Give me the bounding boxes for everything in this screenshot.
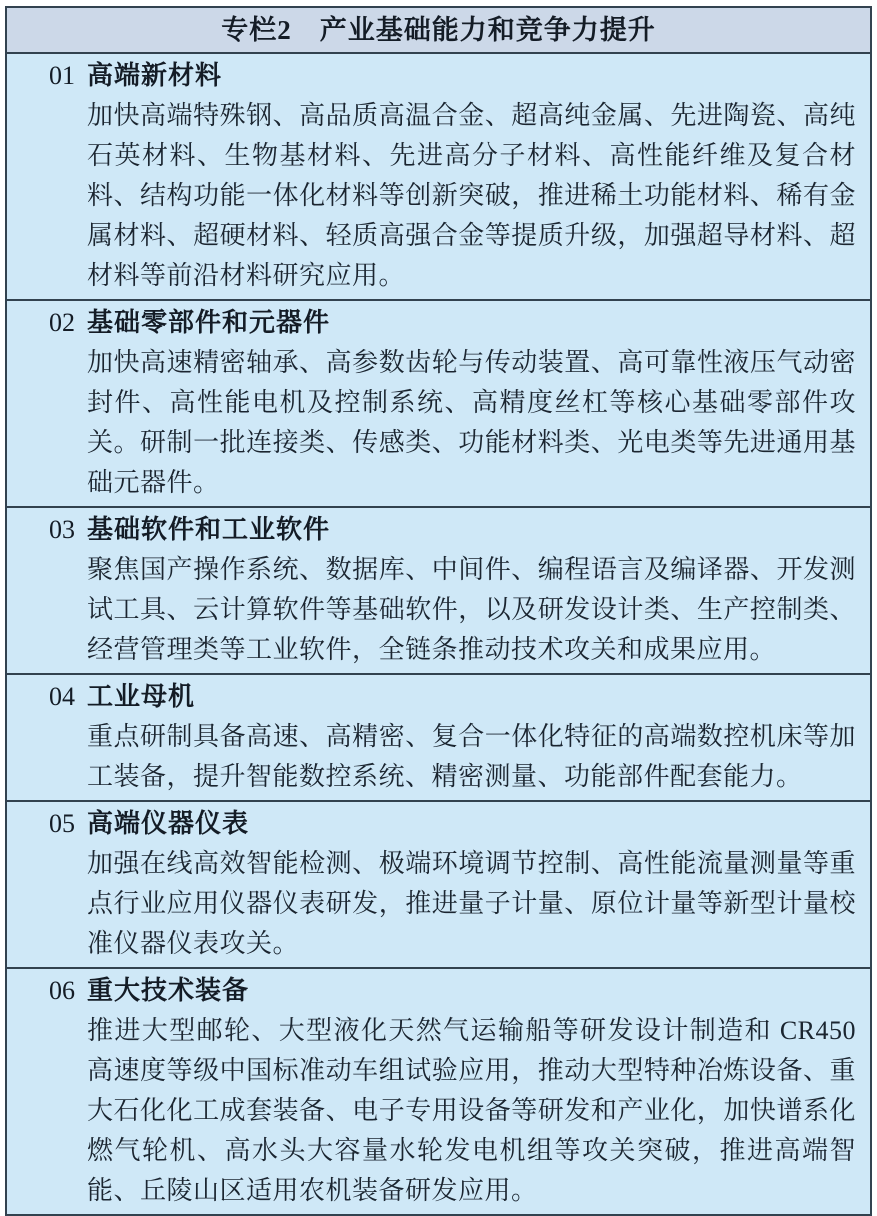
section-heading: 基础零部件和元器件 — [87, 308, 331, 337]
section-body: 推进大型邮轮、大型液化天然气运输船等研发设计制造和 CR450 高速度等级中国标准动车组试验应用，推动大型特种冶炼设备、重大石化化工成套装备、电子专用设备等研发和产业化，加快谱系化燃气轮机、高水头大容量水轮发电机组等攻关突破，推进高端智能、丘陵山区适用农机装备研发应用。 — [87, 1016, 856, 1205]
panel-title: 专栏2 产业基础能力和竞争力提升 — [7, 8, 870, 54]
section-content — [87, 510, 856, 670]
section-content — [87, 303, 856, 503]
section-content — [87, 677, 856, 797]
section-body: 重点研制具备高速、高精密、复合一体化特征的高端数控机床等加工装备，提升智能数控系统、精密测量、功能部件配套能力。 — [87, 722, 856, 791]
section-row — [7, 54, 870, 299]
section-row — [7, 673, 870, 800]
section-body: 加快高端特殊钢、高品质高温合金、超高纯金属、先进陶瓷、高纯石英材料、生物基材料、先进高分子材料、高性能纤维及复合材料、结构功能一体化材料等创新突破，推进稀土功能材料、稀有金属材料、超硬材料、轻质高强合金等提质升级，加强超导材料、超材料等前沿材料研究应用。 — [87, 101, 856, 290]
section-heading: 工业母机 — [87, 682, 196, 711]
section-body: 聚焦国产操作系统、数据库、中间件、编程语言及编译器、开发测试工具、云计算软件等基础软件，以及研发设计类、生产控制类、经营管理类等工业软件，全链条推动技术攻关和成果应用。 — [87, 555, 856, 664]
section-row — [7, 967, 870, 1214]
section-row — [7, 800, 870, 967]
section-row — [7, 299, 870, 506]
section-number: 06 — [49, 976, 75, 1005]
section-body: 加快高速精密轴承、高参数齿轮与传动装置、高可靠性液压气动密封件、高性能电机及控制系统、高精度丝杠等核心基础零部件攻关。研制一批连接类、传感类、功能材料类、光电类等先进通用基础元器件。 — [87, 348, 856, 497]
section-heading: 高端新材料 — [87, 61, 223, 90]
policy-box-panel — [5, 6, 872, 1216]
section-content — [87, 971, 856, 1211]
sections-container — [7, 54, 870, 1214]
section-heading: 高端仪器仪表 — [87, 809, 250, 838]
section-content — [87, 804, 856, 964]
section-body: 加强在线高效智能检测、极端环境调节控制、高性能流量测量等重点行业应用仪器仪表研发，推进量子计量、原位计量等新型计量校准仪器仪表攻关。 — [87, 849, 856, 958]
section-heading: 重大技术装备 — [87, 976, 250, 1005]
section-heading: 基础软件和工业软件 — [87, 515, 331, 544]
section-content — [87, 56, 856, 296]
section-number: 04 — [49, 682, 75, 711]
section-row — [7, 506, 870, 673]
section-number: 03 — [49, 515, 75, 544]
section-number: 05 — [49, 809, 75, 838]
section-number: 01 — [49, 61, 75, 90]
section-number: 02 — [49, 308, 75, 337]
